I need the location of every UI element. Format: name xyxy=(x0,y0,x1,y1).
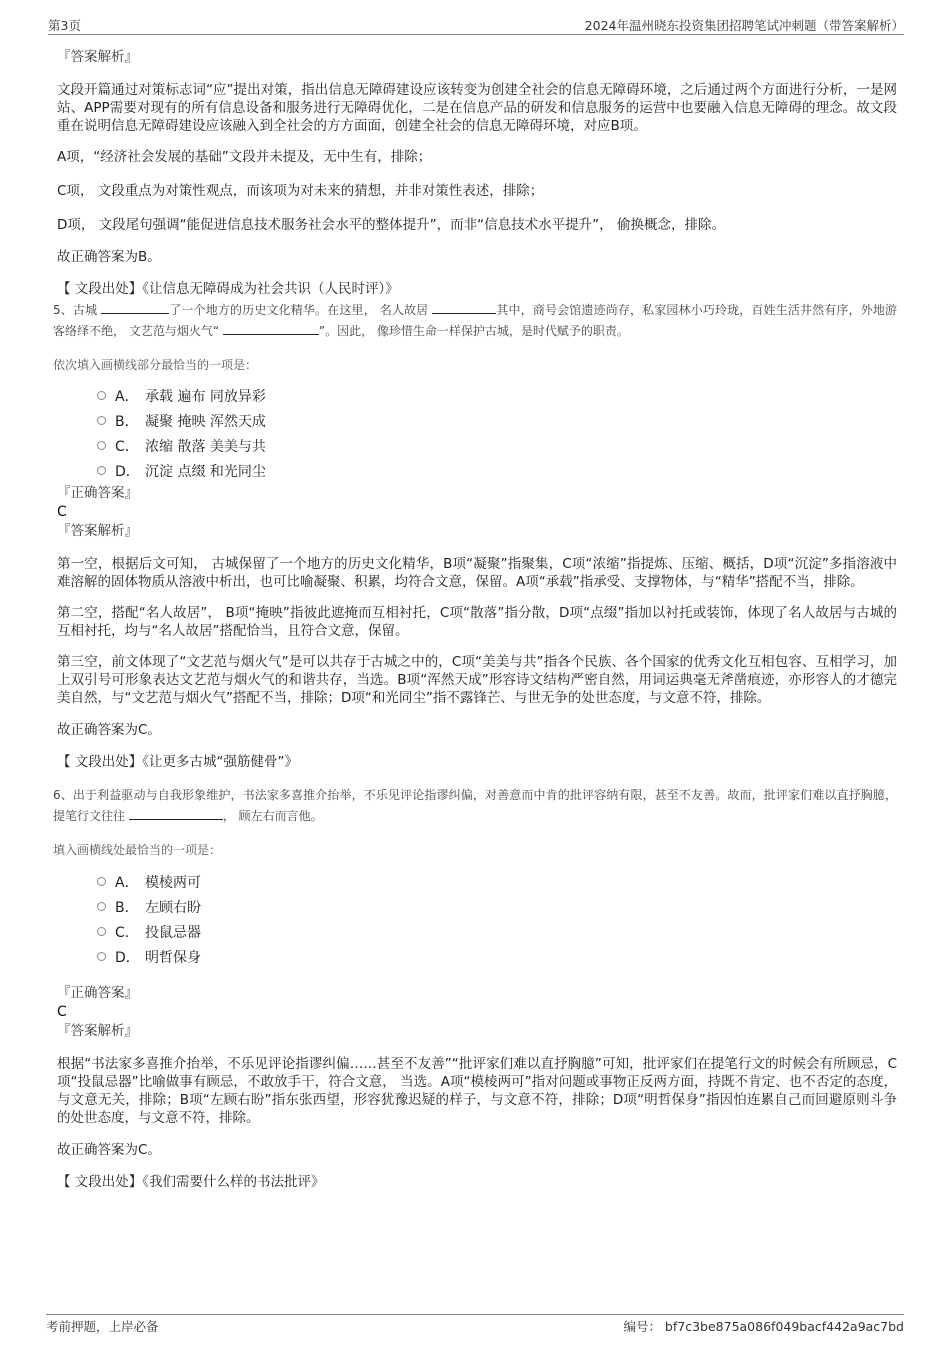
option-letter: A． xyxy=(115,875,139,891)
page-header xyxy=(48,14,904,35)
q5-blank-1 xyxy=(101,300,169,314)
option-text: 模棱两可 xyxy=(145,875,201,891)
q5-analysis-p1: 第一空，根据后文可知， 古城保留了一个地方的历史文化精华，B项“凝聚”指聚集，C项“浓缩”指提炼、压缩、概括，D项“沉淀”多指溶液中难溶解的固体物质从溶液中析出，也可比喻凝聚、积累，均符合文意，保留。A项“承载”指承受、支撑物体，与“精华”搭配不当，排除。 xyxy=(57,556,897,590)
page-content xyxy=(53,48,897,1191)
option-text: 沉淀 点缀 和光同尘 xyxy=(145,464,266,480)
radio-icon[interactable] xyxy=(97,441,106,450)
option-text: 左顾右盼 xyxy=(145,900,201,916)
q5-analysis-p2: 第二空，搭配“名人故居”， B项“掩映”指彼此遮掩而互相衬托，C项“散落”指分散，D项“点缀”指加以衬托或装饰，体现了名人故居与古城的互相衬托，均与“名人故居”搭配恰当，且符合文意，保留。 xyxy=(57,605,897,639)
option-text: 明哲保身 xyxy=(145,950,201,966)
radio-icon[interactable] xyxy=(97,927,106,936)
q5-blank-2 xyxy=(432,300,496,314)
q5-analysis-label: 『答案解析』 xyxy=(57,523,138,539)
q5-source: 【 文段出处】《让更多古城“强筋健骨”》 xyxy=(57,754,299,770)
option-letter: B． xyxy=(115,414,139,430)
document-id: 编号： bf7c3be875a086f049bacf442a9ac7bd xyxy=(623,1319,904,1334)
q6-analysis-p1: 根据“书法家多喜推介抬举，不乐见评论指谬纠偏……甚至不友善”“批评家们难以直抒胸臆”可知，批评家们在提笔行文的时候会有所顾忌，C项“投鼠忌器”比喻做事有顾忌，不敢放手干，符合文意， 当选。A项“模棱两可”指对问题或事物正反两方面，持既不肯定、也不否定的态度，与文意无关，排除；B项“左顾右盼”指东张西望，形容犹豫迟疑的样子，与文意不符，排除；D项“明哲保身”指因怕连累自己而回避原则斗争的处世态度，与文意不符，排除。 xyxy=(57,1056,897,1126)
q6-option-d[interactable] xyxy=(57,945,897,970)
q4-analysis-p2: A项，“经济社会发展的基础”文段并未提及，无中生有，排除； xyxy=(57,149,432,165)
q4-analysis-p4: D项， 文段尾句强调“能促进信息技术服务社会水平的整体提升”，而非“信息技术水平提升”， 偷换概念，排除。 xyxy=(57,217,725,233)
q5-correct-label: 『正确答案』 xyxy=(57,485,138,501)
option-letter: D． xyxy=(115,464,140,480)
option-letter: C． xyxy=(115,439,139,455)
q5-stem-seg1: 5、古城 xyxy=(53,303,102,317)
q6-source: 【 文段出处】《我们需要什么样的书法批评》 xyxy=(57,1174,325,1190)
q5-stem-seg4: ”。因此， 像珍惜生命一样保护古城，是时代赋予的职责。 xyxy=(318,324,629,338)
q5-stem xyxy=(53,300,897,342)
radio-icon[interactable] xyxy=(97,466,106,475)
document-title: 2024年温州晓东投资集团招聘笔试冲刺题（带答案解析） xyxy=(584,18,904,33)
q4-analysis-p1: 文段开篇通过对策标志词“应”提出对策，指出信息无障碍建设应该转变为创建全社会的信息无障碍环境，之后通过两个方面进行分析，一是网站、APP需要对现有的所有信息设备和服务进行无障碍优化，二是在信息产品的研发和信息服务的运营中也要融入信息无障碍的理念。故文段重在说明信息无障碍建设应该融入到全社会的方方面面，创建全社会的信息无障碍环境，对应B项。 xyxy=(57,82,897,134)
q4-analysis-label: 『答案解析』 xyxy=(57,49,138,65)
q5-stem-seg3: 其中，商号会馆遗迹尚存，私家园林小巧玲珑，百姓生活井然有序，外地游客络绎不绝， 文艺范与烟火气“ xyxy=(53,303,897,338)
q6-options xyxy=(57,870,897,970)
q6-option-c[interactable] xyxy=(57,920,897,945)
option-letter: D． xyxy=(115,950,140,966)
page-number: 第3页 xyxy=(48,18,81,33)
q6-stem-seg2: ， 顾左右而言他。 xyxy=(222,809,323,823)
q5-option-b[interactable] xyxy=(57,409,897,434)
radio-icon[interactable] xyxy=(97,877,106,886)
q6-correct-label: 『正确答案』 xyxy=(57,985,138,1001)
q6-correct-answer: C xyxy=(57,1004,67,1020)
q5-blank-3 xyxy=(223,321,319,335)
q5-options xyxy=(57,384,897,484)
option-letter: B． xyxy=(115,900,139,916)
q5-option-c[interactable] xyxy=(57,434,897,459)
option-letter: C． xyxy=(115,925,139,941)
option-text: 凝聚 掩映 浑然天成 xyxy=(145,414,266,430)
radio-icon[interactable] xyxy=(97,902,106,911)
q5-prompt: 依次填入画横线部分最恰当的一项是： xyxy=(53,358,258,372)
q6-option-b[interactable] xyxy=(57,895,897,920)
option-text: 浓缩 散落 美美与共 xyxy=(145,439,266,455)
q6-blank-1 xyxy=(129,806,223,820)
option-text: 投鼠忌器 xyxy=(145,925,201,941)
q5-stem-seg2: 了一个地方的历史文化精华。在这里， 名人故居 xyxy=(169,303,433,317)
footer-slogan: 考前押题，上岸必备 xyxy=(46,1319,159,1334)
q4-source: 【 文段出处】《让信息无障碍成为社会共识（人民时评）》 xyxy=(57,281,399,297)
q4-analysis-p3: C项， 文段重点为对策性观点，而该项为对未来的猜想，并非对策性表述，排除； xyxy=(57,183,544,199)
q5-analysis-p3: 第三空，前文体现了“文艺范与烟火气”是可以共存于古城之中的，C项“美美与共”指各个民族、各个国家的优秀文化互相包容、互相学习，加上双引号可形象表达文艺范与烟火气的和谐共存，当选。B项“浑然天成”形容诗文结构严密自然，用词运典毫无斧凿痕迹，亦形容人的才德完美自然，与“文艺范与烟火气”搭配不当，排除；D项“和光同尘”指不露锋芒、与世无争的处世态度，与文意不符，排除。 xyxy=(57,654,897,706)
radio-icon[interactable] xyxy=(97,416,106,425)
q5-answer-line: 故正确答案为C。 xyxy=(57,722,161,738)
q5-correct-answer: C xyxy=(57,504,67,520)
option-text: 承载 遍布 同放异彩 xyxy=(145,389,266,405)
radio-icon[interactable] xyxy=(97,952,106,961)
q6-analysis-label: 『答案解析』 xyxy=(57,1023,138,1039)
q6-stem xyxy=(53,785,897,827)
q4-answer-line: 故正确答案为B。 xyxy=(57,249,161,265)
q5-option-a[interactable] xyxy=(57,384,897,409)
q6-option-a[interactable] xyxy=(57,870,897,895)
q6-stem-seg1: 6、出于利益驱动与自我形象维护，书法家多喜推介抬举，不乐见评论指谬纠偏，对善意而中肯的批评容纳有限，甚至不友善。故而，批评家们难以直抒胸臆，提笔行文往往 xyxy=(53,788,897,823)
q6-prompt: 填入画横线处最恰当的一项是： xyxy=(53,843,222,857)
option-letter: A． xyxy=(115,389,139,405)
q6-answer-line: 故正确答案为C。 xyxy=(57,1142,161,1158)
page-footer xyxy=(46,1314,904,1335)
radio-icon[interactable] xyxy=(97,391,106,400)
q5-option-d[interactable] xyxy=(57,459,897,484)
